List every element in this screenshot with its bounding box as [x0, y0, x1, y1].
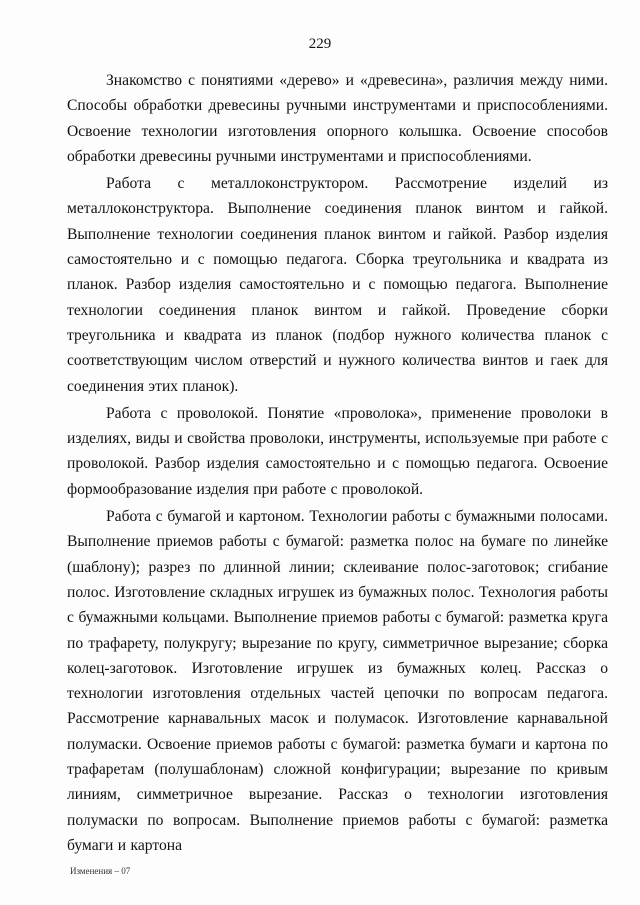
paragraph-paper-cardboard: Работа с бумагой и картоном. Технологии работы с бумажными полосами. Выполнение приемов работы с бумагой: разметка полос на бумаге по линейке (шаблону); разрез по длинной линии; склеивание полос-заготовок; сгибание полос. Изготовление складных игрушек из бумажных полос. Технология работы с бумажными кольцами. Выполнение приемов работы с бумагой: разметка круга по трафарету, полукругу; вырезание по кругу, симметричное вырезание; сборка колец-заготовок. Изготовление игрушек из бумажных колец. Рассказ о технологии изготовления отдельных частей цепочки по вопросам педагога. Рассмотрение карнавальных масок и полумасок. Изготовление карнавальной полумаски. Освоение приемов работы с бумагой: разметка бумаги и картона по трафаретам (полушаблонам) сложной конфигурации; вырезание по кривым линиям, симметричное вырезание. Рассказ о технологии изготовления полумаски по вопросам. Выполнение приемов работы с бумагой: разметка бумаги и картона: [67, 508, 608, 854]
footer-revision-note: Изменения – 07: [70, 866, 131, 876]
paragraph-wood: Знакомство с понятиями «дерево» и «древесина», различия между ними. Способы обработки древесины ручными инструментами и приспособлениями. Освоение технологии изготовления опорного колышка. Освоение способов обработки древесины ручными инструментами и приспособлениями.: [67, 72, 608, 165]
paragraph-wire: Работа с проволокой. Понятие «проволока», применение проволоки в изделиях, виды и свойства проволоки, инструменты, используемые при работе с проволокой. Разбор изделия самостоятельно и с помощью педагога. Освоение формообразование изделия при работе с проволокой.: [67, 404, 608, 498]
page-number: 229: [308, 36, 332, 52]
paragraph-metal-constructor: Работа с металлоконструктором. Рассмотрение изделий из металлоконструктора. Выполнение соединения планок винтом и гайкой. Выполнение технологии соединения планок винтом и гайкой. Разбор изделия самостоятельно и с помощью педагога. Сборка треугольника и квадрата из планок. Разбор изделия самостоятельно и с помощью педагога. Выполнение технологии соединения планок винтом и гайкой. Проведение сборки треугольника и квадрата из планок (подбор нужного количества планок с соответствующим числом отверстий и нужного количества винтов и гаек для соединения этих планок).: [67, 175, 608, 395]
body-text: [67, 68, 608, 858]
